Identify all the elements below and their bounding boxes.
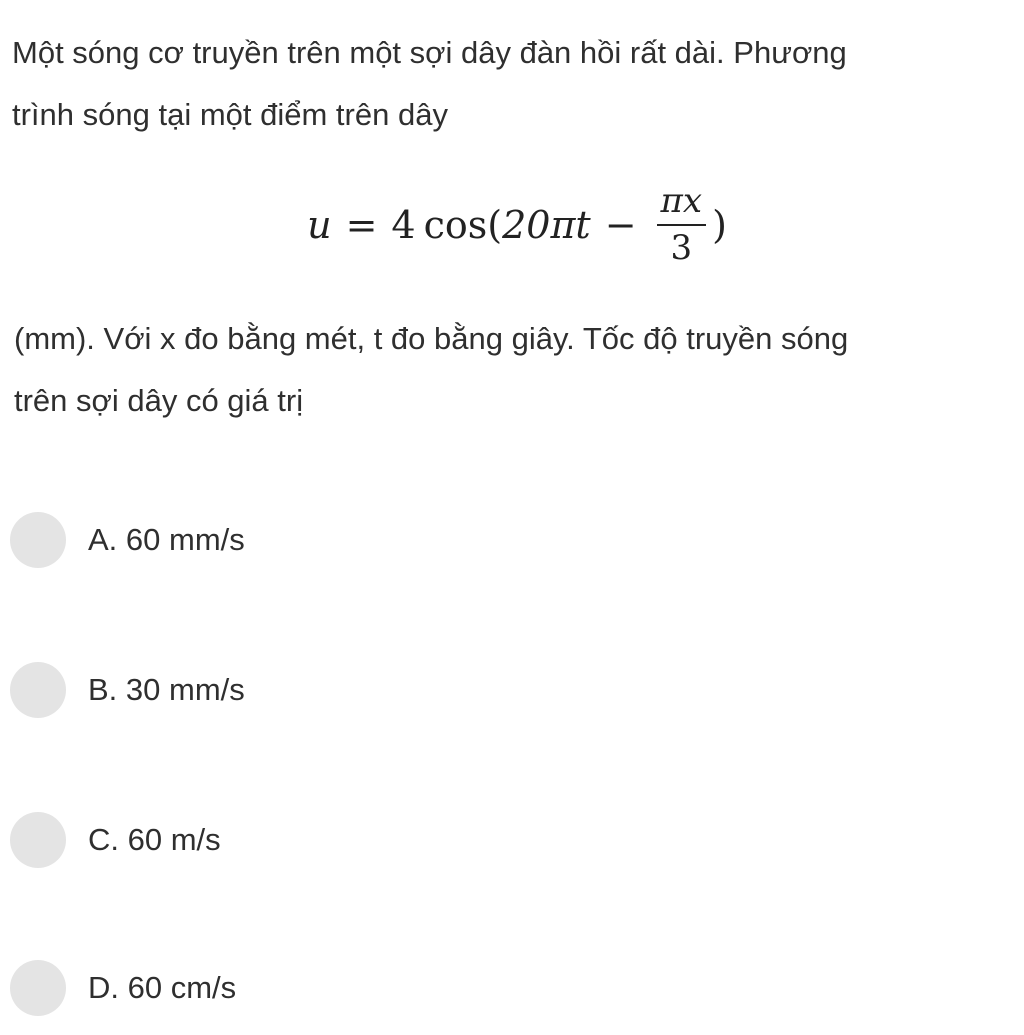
question-text <box>12 22 1012 146</box>
question-line-3: (mm). Với x đo bằng mét, t đo bằng giây. Tốc độ truyền sóng <box>14 321 849 356</box>
formula <box>307 180 727 268</box>
formula-function: cos( <box>423 203 503 247</box>
option-a-label: A. 60 mm/s <box>88 522 245 557</box>
formula-lhs: u <box>307 203 332 247</box>
option-c[interactable] <box>10 810 221 870</box>
fraction-numerator: πx <box>660 180 703 221</box>
formula-argument: 20πt <box>502 203 591 247</box>
option-d-label: D. 60 cm/s <box>88 970 237 1005</box>
radio-button-icon[interactable] <box>10 662 66 718</box>
option-d[interactable] <box>10 958 236 1018</box>
formula-coefficient: 4 <box>391 203 416 247</box>
option-c-label: C. 60 m/s <box>88 822 221 857</box>
formula-close-paren: ) <box>712 203 727 247</box>
radio-button-icon[interactable] <box>10 812 66 868</box>
option-b[interactable] <box>10 660 245 720</box>
formula-fraction <box>657 180 707 268</box>
question-text-continued <box>14 308 1014 432</box>
radio-button-icon[interactable] <box>10 960 66 1016</box>
option-a[interactable] <box>10 510 245 570</box>
radio-button-icon[interactable] <box>10 512 66 568</box>
formula-equals: = <box>345 203 378 247</box>
fraction-denominator: 3 <box>670 228 693 268</box>
wave-equation <box>0 170 1024 280</box>
question-line-1: Một sóng cơ truyền trên một sợi dây đàn hồi rất dài. Phương <box>12 35 847 70</box>
formula-minus: − <box>604 203 637 247</box>
question-line-2: trình sóng tại một điểm trên dây <box>12 97 448 132</box>
option-b-label: B. 30 mm/s <box>88 672 245 707</box>
question-line-4: trên sợi dây có giá trị <box>14 383 304 418</box>
